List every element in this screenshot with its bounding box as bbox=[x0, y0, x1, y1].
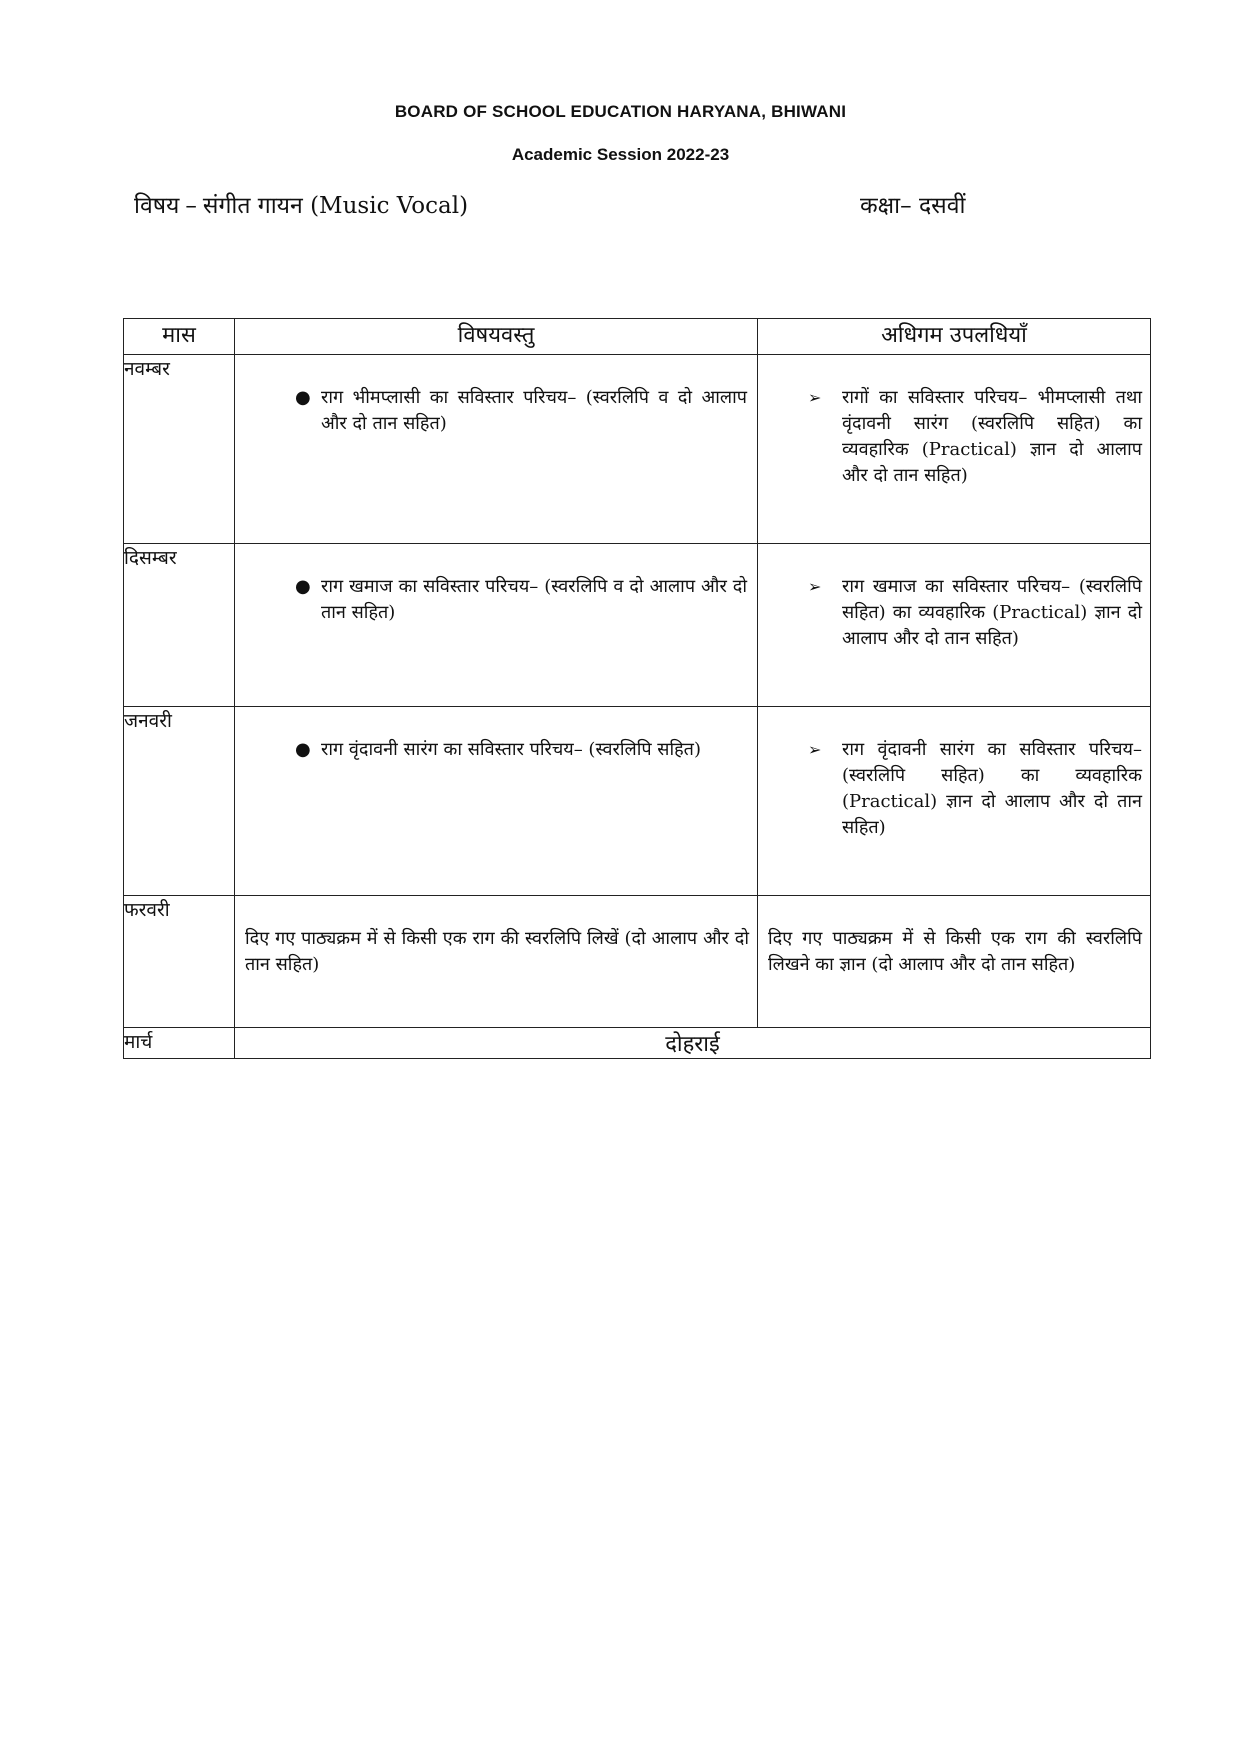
content-cell bbox=[235, 544, 758, 707]
table-row bbox=[124, 544, 1151, 707]
month-cell: मार्च bbox=[124, 1028, 235, 1059]
table-header-row bbox=[124, 319, 1151, 355]
bullet-icon: ● bbox=[295, 576, 311, 597]
subject-label: विषय bbox=[134, 193, 180, 219]
content-text: राग भीमप्लासी का सविस्तार परिचय– (स्वरलिपि व दो आलाप और दो तान सहित) bbox=[321, 387, 747, 434]
syllabus-table bbox=[123, 318, 1151, 1059]
outcome-text: रागों का सविस्तार परिचय– भीमप्लासी तथा वृंदावनी सारंग (स्वरलिपि सहित) का व्यवहारिक (Practical) ज्ञान दो आलाप और दो तान सहित) bbox=[842, 387, 1142, 486]
subject-separator: – bbox=[185, 193, 197, 219]
month-cell: नवम्बर bbox=[124, 355, 235, 544]
content-text: राग वृंदावनी सारंग का सविस्तार परिचय– (स्वरलिपि सहित) bbox=[321, 739, 701, 760]
content-item bbox=[295, 574, 747, 626]
outcome-cell bbox=[758, 896, 1151, 1028]
table-row bbox=[124, 707, 1151, 896]
month-cell: जनवरी bbox=[124, 707, 235, 896]
table-row bbox=[124, 896, 1151, 1028]
content-item bbox=[295, 737, 747, 763]
subject-line bbox=[134, 188, 468, 220]
arrow-bullet-icon: ➢ bbox=[808, 577, 822, 596]
board-title: BOARD OF SCHOOL EDUCATION HARYANA, BHIWANI bbox=[394, 102, 847, 121]
class-line bbox=[860, 188, 965, 220]
column-header-content: विषयवस्तु bbox=[235, 319, 758, 355]
outcome-text: राग खमाज का सविस्तार परिचय– (स्वरलिपि सहित) का व्यवहारिक (Practical) ज्ञान दो आलाप और दो तान सहित) bbox=[842, 576, 1142, 649]
outcome-cell bbox=[758, 544, 1151, 707]
table-row bbox=[124, 1028, 1151, 1059]
bullet-icon: ● bbox=[295, 739, 311, 760]
class-label: कक्षा– bbox=[860, 193, 912, 219]
content-text: दिए गए पाठ्यक्रम में से किसी एक राग की स्वरलिपि लिखें (दो आलाप और दो तान सहित) bbox=[245, 928, 749, 975]
outcome-cell bbox=[758, 355, 1151, 544]
session-title: Academic Session 2022-23 bbox=[511, 145, 730, 164]
content-item bbox=[295, 385, 747, 437]
column-header-outcome: अधिगम उपलधियाँ bbox=[758, 319, 1151, 355]
arrow-bullet-icon: ➢ bbox=[808, 740, 822, 759]
month-cell: फरवरी bbox=[124, 896, 235, 1028]
subject-value: संगीत गायन (Music Vocal) bbox=[202, 193, 469, 219]
outcome-cell bbox=[758, 707, 1151, 896]
outcome-text: दिए गए पाठ्यक्रम में से किसी एक राग की स्वरलिपि लिखने का ज्ञान (दो आलाप और दो तान सहित) bbox=[768, 928, 1142, 975]
outcome-item bbox=[808, 574, 1142, 652]
content-text: राग खमाज का सविस्तार परिचय– (स्वरलिपि व दो आलाप और दो तान सहित) bbox=[321, 576, 747, 623]
outcome-text: राग वृंदावनी सारंग का सविस्तार परिचय– (स्वरलिपि सहित) का व्यवहारिक (Practical) ज्ञान दो आलाप और दो तान सहित) bbox=[842, 739, 1142, 838]
table-row bbox=[124, 355, 1151, 544]
content-cell bbox=[235, 707, 758, 896]
class-value: दसवीं bbox=[918, 193, 966, 219]
month-cell: दिसम्बर bbox=[124, 544, 235, 707]
outcome-item bbox=[808, 385, 1142, 489]
column-header-month: मास bbox=[124, 319, 235, 355]
bullet-icon: ● bbox=[295, 387, 311, 408]
content-cell bbox=[235, 896, 758, 1028]
arrow-bullet-icon: ➢ bbox=[808, 388, 822, 407]
outcome-item bbox=[808, 737, 1142, 841]
content-cell bbox=[235, 355, 758, 544]
revision-cell: दोहराई bbox=[235, 1028, 1151, 1059]
